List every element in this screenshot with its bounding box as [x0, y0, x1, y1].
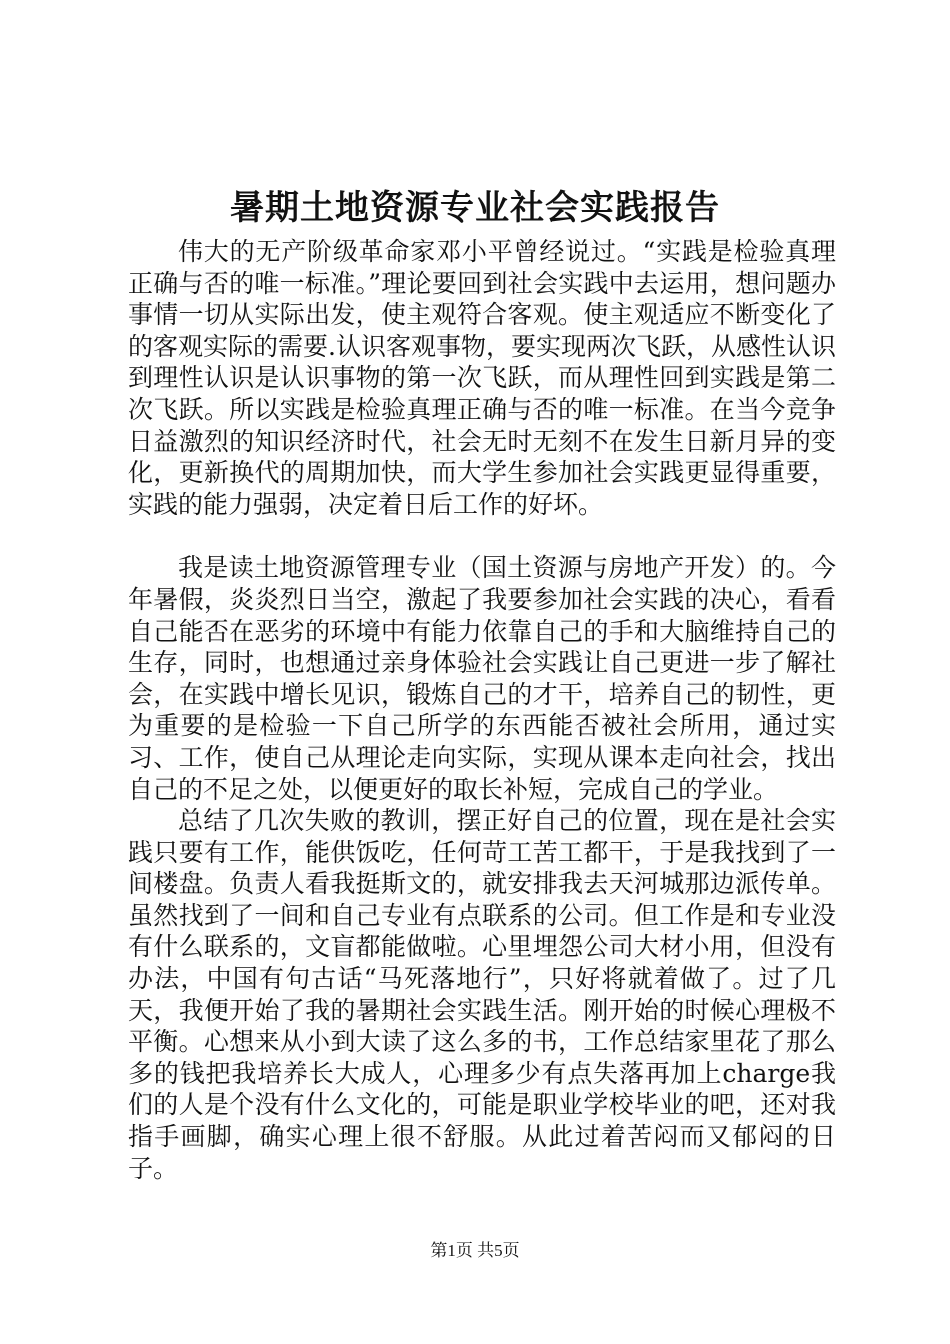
document-title: 暑期土地资源专业社会实践报告	[230, 188, 720, 228]
paragraph-1: 伟大的无产阶级革命家邓小平曾经说过。“实践是检验真理正确与否的唯一标准。”理论要回到社会实践中去运用，想问题办事情一切从实际出发，使主观符合客观。使主观适应不断变化了的客观实际的需要.认识客观事物，要实现两次飞跃，从感性认识到理性认识是认识事物的第一次飞跃，而从理性回到实践是第二次飞跃。所以实践是检验真理正确与否的唯一标准。在当今竞争日益激烈的知识经济时代，社会无时无刻不在发生日新月异的变化，更新换代的周期加快，而大学生参加社会实践更显得重要，实践的能力强弱，决定着日后工作的好坏。	[128, 237, 836, 519]
paragraph-3: 总结了几次失败的教训，摆正好自己的位置，现在是社会实践只要有工作，能供饭吃，任何苛工苦工都干，于是我找到了一间楼盘。负责人看我挺斯文的，就安排我去天河城那边派传单。虽然找到了一间和自己专业有点联系的公司。但工作是和专业没有什么联系的，文盲都能做啦。心里埋怨公司大材小用，但没有办法，中国有句古话“马死落地行”，只好将就着做了。过了几天，我便开始了我的暑期社会实践生活。刚开始的时候心理极不平衡。心想来从小到大读了这么多的书，工作总结家里花了那么多的钱把我培养长大成人，心理多少有点失落再加上charge我们的人是个没有什么文化的，可能是职业学校毕业的吧，还对我指手画脚，确实心理上很不舒服。从此过着苦闷而又郁闷的日子。	[128, 806, 836, 1183]
page-footer: 第1页 共5页	[430, 1241, 520, 1260]
paragraph-2: 我是读土地资源管理专业（国土资源与房地产开发）的。今年暑假，炎炎烈日当空，激起了我要参加社会实践的决心，看看自己能否在恶劣的环境中有能力依靠自己的手和大脑维持自己的生存，同时，也想通过亲身体验社会实践让自己更进一步了解社会，在实践中增长见识，锻炼自己的才干，培养自己的韧性，更为重要的是检验一下自己所学的东西能否被社会所用，通过实习、工作，使自己从理论走向实际，实现从课本走向社会，找出自己的不足之处，以便更好的取长补短，完成自己的学业。	[128, 553, 836, 804]
paragraph-spacer	[128, 520, 836, 552]
document-body	[128, 236, 836, 1184]
